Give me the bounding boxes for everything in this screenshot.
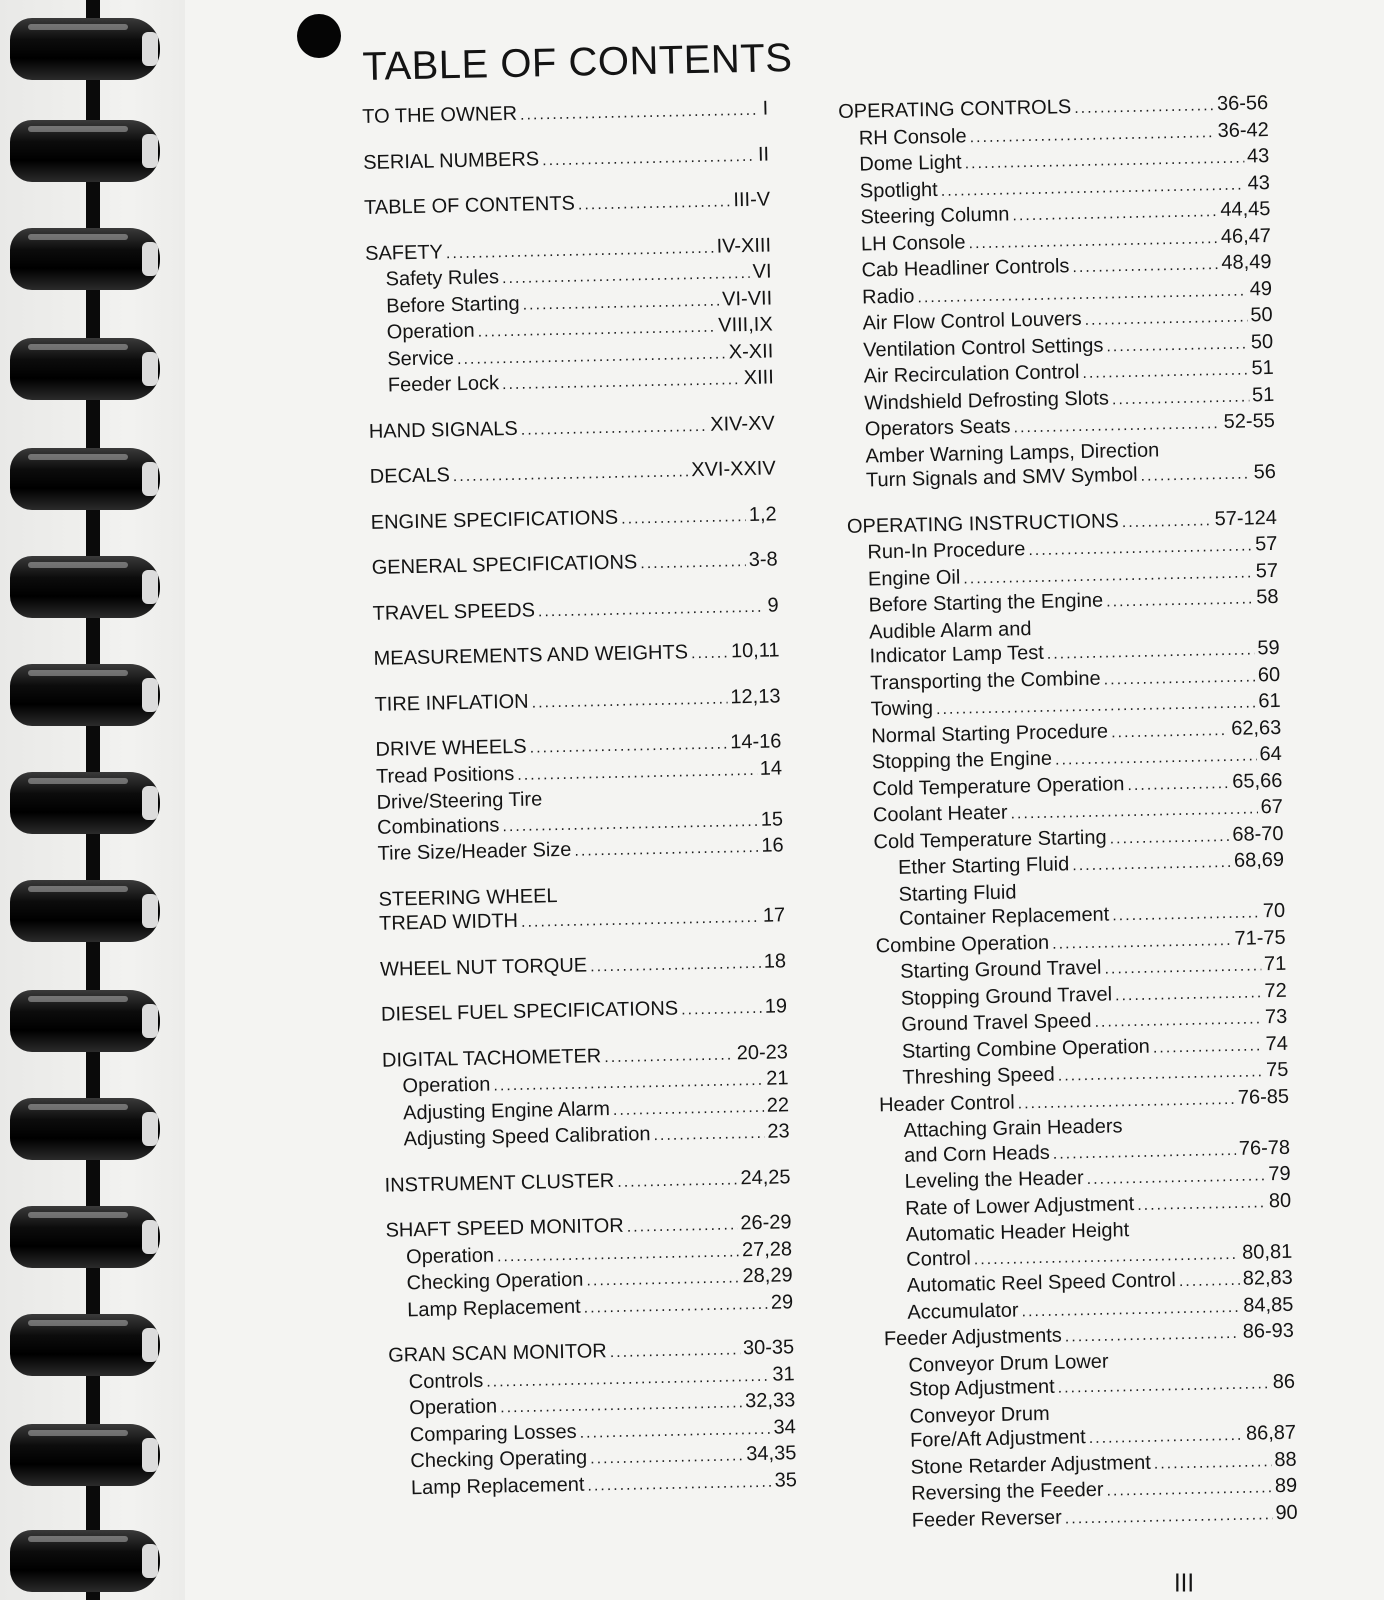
dot-leader (497, 1240, 740, 1270)
toc-column-right (838, 91, 1298, 1536)
toc-entry-page: 32,33 (744, 1389, 796, 1413)
dot-leader (517, 758, 757, 788)
toc-entry-page: 52-55 (1223, 409, 1276, 433)
toc-entry-title: Dome Light (859, 151, 962, 176)
toc-entry (381, 994, 787, 1029)
toc-entry-page: 1,2 (748, 502, 777, 526)
binding-coil (10, 772, 160, 834)
toc-entry-page: 12,13 (730, 684, 781, 708)
toc-entry-page: 60 (1257, 663, 1281, 686)
dot-leader (604, 1043, 734, 1070)
toc-entry-page: 84,85 (1243, 1293, 1294, 1317)
toc-entry-title: Cold Temperature Starting (873, 826, 1107, 853)
toc-entry-page: I (762, 97, 769, 120)
toc-entry-page: 89 (1274, 1474, 1298, 1498)
toc-entry-page: 18 (763, 949, 787, 973)
toc-entry-page: VI (752, 260, 772, 283)
dot-leader (968, 227, 1218, 257)
toc-entry-page: IV-XIII (716, 233, 772, 258)
dot-leader (1074, 94, 1214, 121)
toc-entry-page: 80,81 (1241, 1240, 1293, 1264)
toc-entry-page: 71 (1263, 952, 1287, 976)
page-title: TABLE OF CONTENTS (362, 35, 793, 89)
toc-entry-title: WHEEL NUT TORQUE (379, 953, 588, 981)
toc-entry-title: Control (906, 1246, 971, 1271)
toc-entry-title: Run-In Procedure (867, 538, 1026, 564)
dot-leader (1057, 1372, 1270, 1401)
dot-leader (1154, 1450, 1272, 1477)
toc-entry-title: SHAFT SPEED MONITOR (385, 1214, 624, 1242)
dot-leader (1065, 1503, 1273, 1532)
dot-leader (590, 951, 761, 979)
toc-entry-page: 82,83 (1242, 1266, 1293, 1290)
dot-leader (531, 687, 727, 716)
toc-entry-title: Operators Seats (864, 415, 1011, 441)
toc-entry-title: Feeder Lock (387, 372, 500, 397)
dot-leader (1084, 305, 1247, 333)
toc-entry-title: ENGINE SPECIFICATIONS (370, 506, 619, 534)
toc-entry-page: 88 (1274, 1448, 1297, 1471)
toc-entry-title: HAND SIGNALS (368, 417, 518, 443)
toc-entry-page: 20-23 (736, 1040, 789, 1064)
toc-entry-title: DIESEL FUEL SPECIFICATIONS (380, 997, 679, 1026)
toc-entry-title: TABLE OF CONTENTS (363, 192, 576, 219)
toc-entry-page: 70 (1262, 899, 1286, 923)
dot-leader (477, 316, 715, 345)
dot-leader (653, 1122, 764, 1149)
toc-entry-title: Indicator Lamp Test (869, 641, 1045, 668)
toc-entry-title: Lamp Replacement (410, 1473, 585, 1499)
toc-entry-page: VIII,IX (717, 313, 773, 337)
toc-entry-page: 75 (1265, 1058, 1289, 1082)
toc-entry-title: Ventilation Control Settings (863, 333, 1104, 362)
toc-entry (362, 96, 768, 131)
dot-leader (1106, 1476, 1272, 1504)
toc-entry-title: STEERING WHEEL (378, 884, 558, 911)
toc-entry-page: 31 (772, 1362, 795, 1386)
binding-coil (10, 1314, 160, 1376)
dot-leader (1052, 928, 1232, 956)
toc-entry-title: TO THE OWNER (362, 102, 518, 128)
toc-entry-title: Stopping the Engine (871, 747, 1053, 774)
toc-entry-title: Attaching Grain Headers (903, 1115, 1123, 1142)
spiral-binding (0, 0, 185, 1600)
dot-leader (1109, 824, 1229, 851)
binding-coil (10, 228, 160, 290)
toc-entry-page: 79 (1268, 1162, 1291, 1186)
toc-entry-page: XVI-XXIV (691, 457, 776, 482)
toc-entry-title: Feeder Reverser (911, 1506, 1063, 1532)
toc-entry-title: Rate of Lower Adjustment (904, 1192, 1135, 1220)
dot-leader (1153, 1034, 1263, 1061)
toc-entry-title: OPERATING CONTROLS (838, 96, 1072, 123)
toc-entry-title: Starting Combine Operation (901, 1035, 1151, 1063)
dot-leader (1028, 534, 1252, 563)
page-number: III (1174, 1568, 1195, 1599)
toc-entry-title: SAFETY (364, 240, 444, 265)
dot-leader (1021, 1295, 1240, 1324)
toc-entry-page: 59 (1257, 636, 1280, 660)
toc-entry-title: Operation (405, 1243, 495, 1268)
binding-coil (10, 664, 160, 726)
toc-entry-page: 50 (1250, 330, 1274, 353)
toc-entry-page: 34 (773, 1415, 797, 1439)
toc-entry-title: Turn Signals and SMV Symbol (865, 463, 1138, 492)
toc-entry-page: 56 (1253, 460, 1277, 484)
toc-entry-title: Transporting the Combine (869, 667, 1101, 694)
toc-entry-page: 86-93 (1242, 1319, 1295, 1343)
toc-entry (369, 411, 775, 446)
toc-entry-page: 57 (1254, 532, 1278, 556)
dot-leader (621, 505, 746, 532)
toc-entry-title: TIRE INFLATION (374, 690, 529, 716)
toc-entry-page: 62,63 (1230, 716, 1282, 740)
toc-entry-page: 65,66 (1232, 769, 1283, 793)
toc-entry-title: Checking Operation (406, 1268, 584, 1295)
dot-leader (1127, 771, 1229, 798)
dot-leader (529, 732, 727, 761)
toc-entry-page: 30-35 (742, 1336, 795, 1360)
toc-entry-title: Stop Adjustment (908, 1375, 1055, 1401)
toc-page (362, 35, 1302, 1599)
toc-entry-title: Safety Rules (385, 266, 500, 291)
toc-entry-page: 64 (1259, 742, 1283, 766)
dot-leader (1047, 638, 1255, 667)
toc-entry-page: 68-70 (1232, 822, 1284, 846)
dot-leader (1065, 1322, 1240, 1350)
binding-coil (10, 18, 160, 80)
binding-coil (10, 1424, 160, 1486)
toc-entry-page: 74 (1265, 1032, 1289, 1055)
dot-leader (627, 1213, 738, 1240)
toc-entry-page: 16 (761, 834, 784, 857)
dot-leader (640, 550, 746, 577)
toc-entry-title: Threshing Speed (902, 1063, 1056, 1089)
toc-entry-page: 14 (759, 756, 783, 780)
toc-entry-page: 67 (1260, 795, 1284, 819)
toc-entry-title: Header Control (878, 1091, 1015, 1116)
toc-entry-title: Spotlight (859, 178, 938, 203)
binding-coil (10, 120, 160, 182)
toc-entry-page: 21 (766, 1067, 789, 1090)
toc-entry-title: Checking Operating (410, 1446, 588, 1473)
toc-entry-page: 22 (766, 1093, 790, 1117)
dot-leader (681, 997, 762, 1023)
toc-entry (380, 949, 786, 984)
binding-coil (10, 990, 160, 1052)
dot-leader (522, 289, 719, 318)
dot-leader (579, 1417, 770, 1445)
toc-entry-title: Automatic Reel Speed Control (906, 1269, 1177, 1297)
toc-entry-title: Operation (386, 319, 475, 344)
binding-coil (10, 1098, 160, 1160)
toc-entry-page: 51 (1251, 356, 1274, 380)
toc-entry-title: Adjusting Engine Alarm (402, 1097, 611, 1124)
dot-leader (1179, 1269, 1240, 1295)
toc-entry-page: 48,49 (1221, 250, 1272, 275)
toc-entry-title: INSTRUMENT CLUSTER (384, 1169, 615, 1197)
dot-leader (542, 144, 755, 173)
dot-leader (1140, 462, 1251, 489)
dot-leader (1017, 1087, 1235, 1116)
binding-coil (10, 1530, 160, 1592)
dot-leader (613, 1095, 764, 1123)
dot-leader (1112, 385, 1250, 412)
toc-entry-title: Stopping Ground Travel (900, 982, 1113, 1010)
toc-entry-title: GRAN SCAN MONITOR (387, 1340, 607, 1367)
dot-leader (1058, 1060, 1264, 1089)
toc-entry-title: Engine Oil (867, 566, 961, 590)
dot-leader (1086, 1164, 1265, 1192)
toc-entry-title: TRAVEL SPEEDS (372, 598, 536, 625)
dot-leader (1010, 797, 1258, 827)
toc-entry-title: Tread Positions (375, 762, 515, 788)
toc-entry-title: DECALS (369, 464, 451, 488)
dot-leader (1106, 332, 1248, 359)
toc-entry-page: 76-85 (1237, 1085, 1290, 1109)
toc-entry-title: Operation (409, 1395, 498, 1420)
toc-entry (363, 142, 769, 177)
toc-entry-title: Fore/Aft Adjustment (909, 1426, 1086, 1452)
toc-entry-page: 76-78 (1238, 1136, 1291, 1160)
toc-entry-page: 57-124 (1214, 506, 1278, 530)
dot-leader (1053, 1138, 1237, 1166)
toc-entry-title: Cold Temperature Operation (872, 772, 1125, 800)
toc-entry-title: Air Flow Control Louvers (862, 307, 1082, 335)
toc-entry (370, 502, 776, 537)
dot-leader (586, 1266, 740, 1294)
binding-coil (10, 448, 160, 510)
toc-entry-page: 34,35 (746, 1442, 797, 1466)
toc-entry-page: 23 (767, 1120, 790, 1143)
toc-entry-title: Before Starting the Engine (868, 589, 1104, 617)
toc-entry-title: Towing (870, 697, 934, 721)
toc-entry-title: Windshield Defrosting Slots (864, 386, 1110, 415)
toc-entry-title: Feeder Adjustments (883, 1324, 1063, 1351)
dot-leader (1013, 412, 1221, 441)
toc-entry-title: OPERATING INSTRUCTIONS (846, 509, 1119, 538)
toc-entry-page: 17 (762, 904, 786, 927)
toc-entry-title: Lamp Replacement (407, 1295, 581, 1321)
dot-leader (691, 641, 728, 666)
toc-entry-title: Conveyor Drum (909, 1402, 1050, 1428)
toc-entry-title: DRIVE WHEELS (375, 735, 527, 761)
dot-leader (1088, 1424, 1243, 1452)
toc-entry-page: 29 (770, 1290, 794, 1314)
toc-entry-page: 61 (1258, 689, 1281, 713)
toc-entry-title: Adjusting Speed Calibration (403, 1123, 651, 1151)
toc-entry-title: Combine Operation (875, 931, 1050, 957)
toc-entry-page: 49 (1249, 277, 1273, 300)
punch-hole (297, 14, 341, 58)
dot-leader (1112, 901, 1260, 929)
dot-leader (1082, 358, 1249, 386)
toc-entry-page: 68,69 (1233, 848, 1285, 872)
toc-entry-title: Operation (402, 1073, 491, 1098)
toc-entry-page: VI-VII (721, 286, 773, 310)
toc-entry-title: Reversing the Feeder (910, 1478, 1104, 1505)
dot-leader (502, 262, 750, 292)
toc-entry-title: Combinations (376, 813, 500, 839)
dot-leader (1012, 200, 1217, 229)
dot-leader (521, 414, 708, 442)
toc-entry-title: Starting Fluid (898, 880, 1017, 906)
toc-entry-title: Tire Size/Header Size (377, 838, 572, 865)
dot-leader (1115, 981, 1262, 1009)
toc-entry-page: 90 (1275, 1501, 1298, 1524)
toc-entry-page: 43 (1247, 171, 1271, 194)
toc-entry-page: 71-75 (1234, 926, 1286, 950)
toc-entry-page: 36-42 (1217, 118, 1269, 142)
binding-coil (10, 338, 160, 400)
toc-entry-title: Drive/Steering Tire (376, 788, 543, 814)
toc-entry-title: SERIAL NUMBERS (362, 147, 540, 174)
dot-leader (969, 121, 1214, 151)
dot-leader (578, 190, 731, 218)
dot-leader (1122, 509, 1212, 535)
dot-leader (1094, 1007, 1262, 1035)
toc-entry-page: 44,45 (1220, 197, 1271, 222)
toc-entry (364, 187, 770, 222)
toc-entry-page: XIII (743, 366, 775, 390)
toc-entry-page: 36-56 (1216, 91, 1269, 116)
toc-entry-title: Ground Travel Speed (901, 1009, 1092, 1036)
dot-leader (1106, 587, 1254, 615)
dot-leader (1072, 253, 1219, 281)
toc-entry-page: 26-29 (740, 1211, 792, 1235)
dot-leader (500, 1391, 743, 1421)
toc-entry-title: Container Replacement (898, 903, 1110, 930)
toc-entry-page: 14-16 (730, 730, 782, 754)
dot-leader (574, 836, 758, 864)
toc-entry-title: Normal Starting Procedure (871, 719, 1109, 747)
toc-entry-page: 35 (774, 1468, 798, 1492)
toc-entry-page: 50 (1250, 303, 1273, 327)
dot-leader (1104, 954, 1261, 982)
toc-entry-page: II (757, 142, 770, 166)
dot-leader (609, 1338, 740, 1365)
toc-entry-title: Before Starting (385, 292, 520, 318)
toc-column-left (362, 96, 797, 1502)
dot-leader (587, 1470, 772, 1498)
toc-entry-page: 72 (1264, 979, 1287, 1002)
toc-entry-title: Accumulator (907, 1298, 1019, 1324)
dot-leader (520, 99, 760, 129)
toc-entry-title: MEASUREMENTS AND WEIGHTS (373, 641, 689, 670)
toc-entry-title: Leveling the Header (904, 1167, 1084, 1193)
toc-entry-title: TREAD WIDTH (378, 909, 519, 935)
dot-leader (502, 368, 741, 397)
toc-entry-title: Audible Alarm and (868, 617, 1032, 643)
dot-leader (521, 906, 760, 935)
toc-entry-title: Amber Warning Lamps, Direction (865, 438, 1160, 468)
toc-entry-title: Steering Column (860, 203, 1010, 229)
toc-entry-title: Automatic Header Height (905, 1219, 1130, 1246)
toc-entry-title: Stone Retarder Adjustment (910, 1451, 1151, 1479)
toc-entry-page: XIV-XV (710, 411, 775, 436)
toc-entry-title: LH Console (860, 230, 966, 256)
toc-entry-title: Starting Ground Travel (900, 956, 1102, 983)
toc-entry (373, 638, 779, 673)
toc-entry-title: Radio (861, 284, 915, 309)
toc-entry-title: DIGITAL TACHOMETER (381, 1044, 602, 1072)
toc-entry-page: 46,47 (1220, 224, 1272, 248)
toc-entry-page: 28,29 (742, 1264, 793, 1288)
toc-entry (371, 547, 777, 582)
dot-leader (1137, 1191, 1266, 1218)
toc-entry-page: 43 (1246, 144, 1270, 168)
toc-entry-page: 9 (767, 593, 779, 617)
toc-entry (374, 684, 780, 719)
dot-leader (583, 1292, 768, 1320)
toc-entry-page: III-V (733, 188, 771, 212)
toc-entry-title: Air Recirculation Control (863, 361, 1080, 388)
toc-entry-page: 3-8 (748, 548, 778, 571)
dot-leader (1072, 851, 1231, 879)
dot-leader (1103, 665, 1255, 693)
dot-leader (617, 1168, 738, 1195)
toc-entry-page: 51 (1251, 383, 1275, 406)
binding-coil (10, 1206, 160, 1268)
toc-entry-title: and Corn Heads (903, 1141, 1050, 1167)
toc-entry-title: Conveyor Drum Lower (908, 1350, 1109, 1377)
toc-entry-page: 27,28 (741, 1237, 793, 1261)
toc-entry-page: 10,11 (730, 639, 780, 663)
dot-leader (453, 460, 689, 489)
dot-leader (538, 595, 765, 624)
toc-entry-page: 73 (1264, 1005, 1288, 1029)
toc-entry-title: Comparing Losses (409, 1420, 577, 1446)
toc-entry (370, 456, 776, 491)
toc-entry-title: Controls (408, 1369, 484, 1393)
toc-entry-title: RH Console (858, 124, 967, 150)
toc-entry-page: 15 (760, 807, 784, 831)
toc-entry-page: 86,87 (1245, 1421, 1297, 1445)
toc-entry-title: Service (387, 346, 455, 371)
toc-entry-title: Coolant Heater (872, 801, 1008, 827)
toc-entry-title: Ether Starting Fluid (897, 853, 1070, 879)
toc-entry-title: GENERAL SPECIFICATIONS (371, 551, 638, 579)
dot-leader (1111, 718, 1229, 745)
toc-entry-page: 80 (1268, 1189, 1292, 1212)
binding-coil (10, 556, 160, 618)
toc-entry (372, 593, 778, 628)
toc-entry-page: 24,25 (740, 1165, 791, 1189)
toc-entry-page: 86 (1272, 1370, 1296, 1394)
toc-entry-page: 57 (1255, 559, 1279, 582)
toc-entry-page: 19 (764, 995, 788, 1018)
toc-entry-title: Cab Headliner Controls (861, 255, 1070, 282)
binding-coil (10, 880, 160, 942)
toc-entry (384, 1165, 790, 1200)
dot-leader (590, 1444, 744, 1472)
toc-entry-page: X-XII (728, 339, 774, 363)
toc-entry-page: 58 (1256, 585, 1279, 609)
dot-leader (1055, 744, 1257, 773)
